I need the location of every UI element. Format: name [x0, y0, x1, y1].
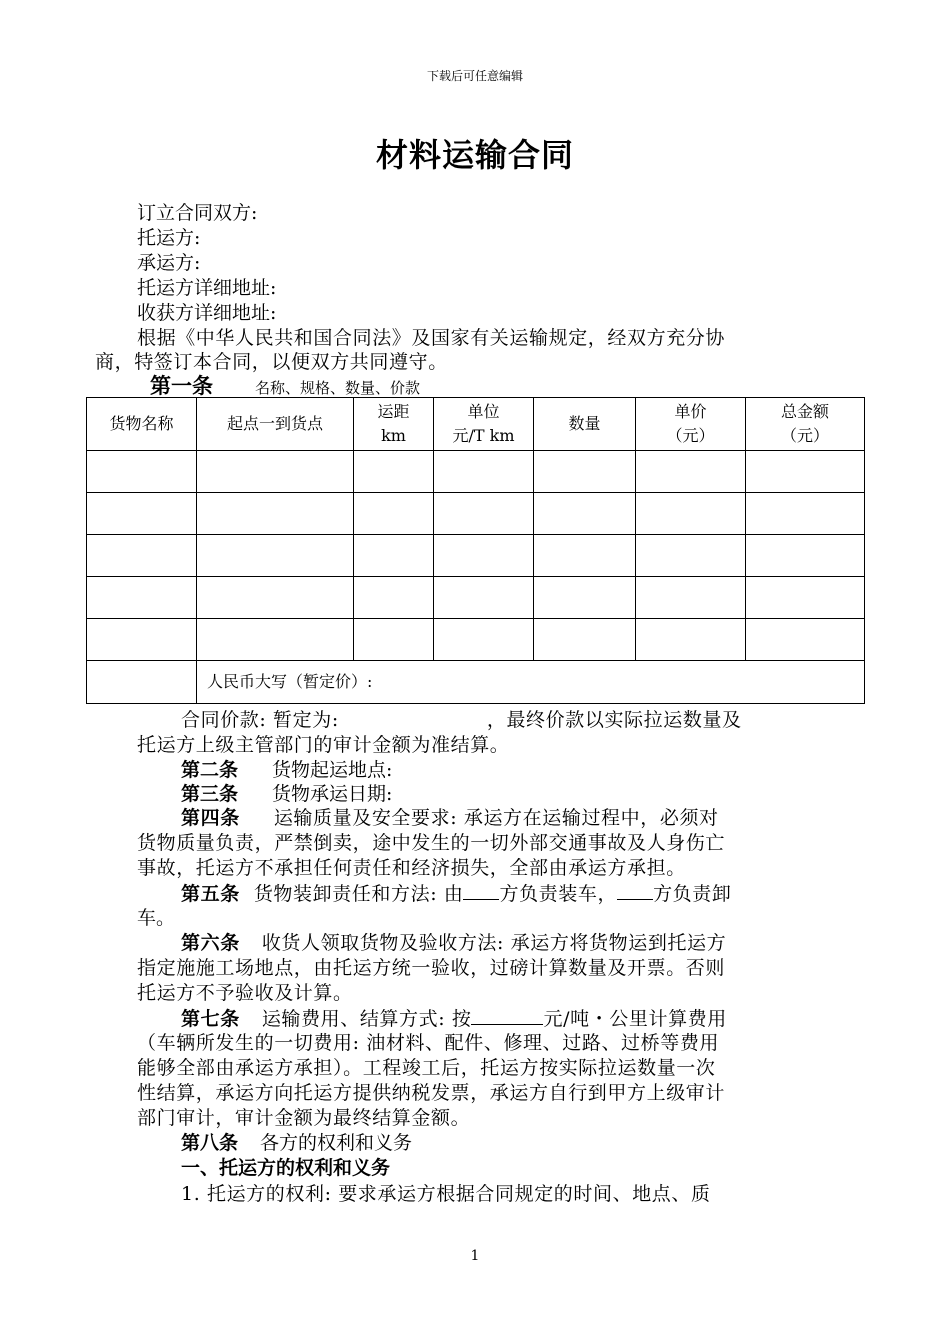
article-7-line-2: （车辆所发生的一切费用: 油材料、配件、修理、过路、过桥等费用 [137, 1032, 720, 1054]
table-row [87, 493, 865, 535]
article-6-line-2: 指定施施工场地点，由托运方统一验收，过磅计算数量及开票。否则 [137, 957, 726, 979]
header-note: 下载后可任意编辑 [426, 69, 523, 83]
shipper-field: 托运方: [137, 227, 201, 249]
article-5-line-2: 车。 [137, 907, 176, 929]
header-cell: 数量 [534, 398, 636, 451]
article-5-line-1: 第五条 货物装卸责任和方法: 由 方负责装车， 方负责卸 [181, 883, 732, 905]
receiver-address-field: 收获方详细地址: [137, 302, 277, 324]
total-amount-label[interactable]: 人民币大写（暂定价）: [197, 661, 865, 704]
shipper-address-field: 托运方详细地址: [137, 277, 277, 299]
table-row [87, 577, 865, 619]
article-6-line-3: 托运方不予验收及计算。 [137, 982, 353, 1004]
parties-intro: 订立合同双方: [137, 202, 258, 224]
table-row [87, 619, 865, 661]
article-2: 第二条 货物起运地点: [181, 759, 393, 781]
article-7-line-1: 第七条 运输费用、结算方式: 按 元/吨・公里计算费用 [181, 1008, 727, 1030]
header-cell: 总金额 （元） [746, 398, 865, 451]
article-6-line-1: 第六条 收货人领取货物及验收方法: 承运方将货物运到托运方 [181, 932, 727, 954]
loading-party-blank[interactable] [463, 881, 499, 900]
table-total-row [87, 661, 865, 704]
rate-blank[interactable] [471, 1006, 543, 1025]
goods-table [86, 397, 865, 704]
article-7-line-5: 部门审计，审计金额为最终结算金额。 [137, 1107, 471, 1129]
article-8: 第八条 各方的权利和义务 [181, 1132, 413, 1154]
unloading-party-blank[interactable] [617, 881, 653, 900]
article-7-line-3: 能够全部由承运方承担）。工程竣工后，托运方按实际拉运数量一次 [137, 1057, 716, 1079]
item-1-line: 1. 托运方的权利: 要求承运方根据合同规定的时间、地点、质 [181, 1183, 711, 1205]
header-cell: 单位 元/T km [434, 398, 534, 451]
header-cell: 货物名称 [87, 398, 197, 451]
table-header-row [87, 398, 865, 451]
section-1-heading: 一、托运方的权利和义务 [181, 1157, 391, 1179]
table-row [87, 535, 865, 577]
price-line-2: 托运方上级主管部门的审计金额为准结算。 [137, 734, 510, 756]
contract-title: 材料运输合同 [375, 136, 574, 174]
article-4-line-3: 事故，托运方不承担任何责任和经济损失，全部由承运方承担。 [137, 857, 686, 879]
article-7-line-4: 性结算，承运方向托运方提供纳税发票，承运方自行到甲方上级审计 [137, 1082, 726, 1104]
article-1-label: 第一条 [150, 374, 213, 398]
article-1-text: 名称、规格、数量、价款 [255, 379, 421, 397]
article-3: 第三条 货物承运日期: [181, 783, 393, 805]
price-line-1: 合同价款: 暂定为: ，最终价款以实际拉运数量及 [181, 709, 742, 731]
header-cell: 起点一到货点 [197, 398, 354, 451]
preamble-line-2: 商，特签订本合同，以便双方共同遵守。 [95, 351, 448, 373]
header-cell: 单价 （元） [636, 398, 746, 451]
article-4-line-1: 第四条 运输质量及安全要求: 承运方在运输过程中，必须对 [181, 807, 719, 829]
table-row [87, 451, 865, 493]
article-4-line-2: 货物质量负责，严禁倒卖，途中发生的一切外部交通事故及人身伤亡 [137, 832, 726, 854]
preamble-line-1: 根据《中华人民共和国合同法》及国家有关运输规定，经双方充分协 [137, 327, 726, 349]
page-number: 1 [470, 1248, 480, 1264]
carrier-field: 承运方: [137, 252, 201, 274]
header-cell: 运距 km [354, 398, 434, 451]
